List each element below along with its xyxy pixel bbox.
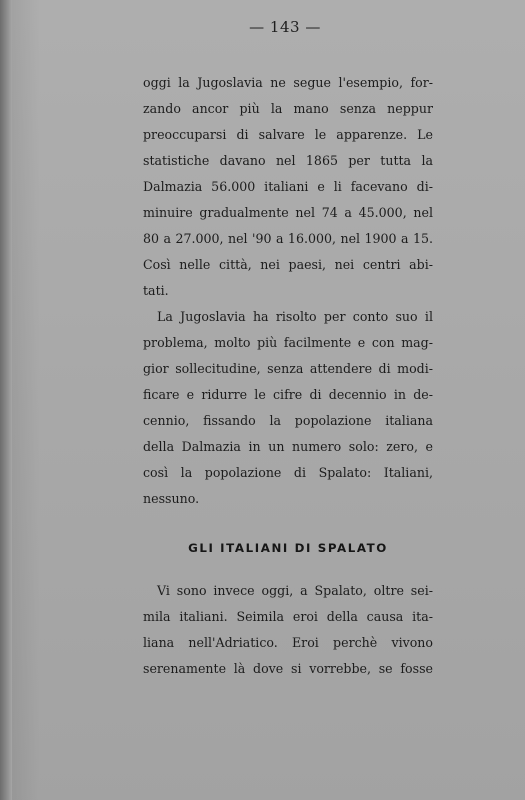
paragraph-1 bbox=[143, 70, 433, 304]
text-line: gior sollecitudine, senza attendere di modi- bbox=[143, 361, 433, 376]
text-line: minuire gradualmente nel 74 a 45.000, nel bbox=[143, 205, 433, 220]
body-text bbox=[143, 70, 433, 682]
paragraph-2 bbox=[143, 304, 433, 512]
text-line: La Jugoslavia ha risolto per conto suo il bbox=[157, 309, 433, 324]
paragraph-3 bbox=[143, 578, 433, 682]
text-line: 80 a 27.000, nel '90 a 16.000, nel 1900 a 15. bbox=[143, 231, 433, 246]
text-line: mila italiani. Seimila eroi della causa ita- bbox=[143, 609, 433, 624]
text-line: tati. bbox=[143, 283, 169, 298]
text-line: oggi la Jugoslavia ne segue l'esempio, for- bbox=[143, 75, 433, 90]
text-line: liana nell'Adriatico. Eroi perchè vivono bbox=[143, 635, 433, 650]
text-line: Così nelle città, nei paesi, nei centri abi- bbox=[143, 257, 433, 272]
page-number: — 143 — bbox=[249, 18, 321, 36]
text-line: serenamente là dove si vorrebbe, se fosse bbox=[143, 661, 433, 676]
section-heading: GLI ITALIANI DI SPALATO bbox=[188, 541, 388, 555]
page-binding-edge bbox=[0, 0, 12, 800]
text-line: cennio, fissando la popolazione italiana bbox=[143, 413, 433, 428]
text-line: della Dalmazia in un numero solo: zero, e bbox=[143, 439, 433, 454]
text-line: Dalmazia 56.000 italiani e li facevano di- bbox=[143, 179, 433, 194]
text-line: preoccuparsi di salvare le apparenze. Le bbox=[143, 127, 433, 142]
text-line: così la popolazione di Spalato: Italiani, bbox=[143, 465, 433, 480]
text-line: ficare e ridurre le cifre di decennio in de- bbox=[143, 387, 433, 402]
text-line: statistiche davano nel 1865 per tutta la bbox=[143, 153, 433, 168]
text-line: Vi sono invece oggi, a Spalato, oltre sei- bbox=[157, 583, 433, 598]
text-line: zando ancor più la mano senza neppur bbox=[143, 101, 433, 116]
text-line: nessuno. bbox=[143, 491, 200, 506]
text-line: problema, molto più facilmente e con mag- bbox=[143, 335, 433, 350]
